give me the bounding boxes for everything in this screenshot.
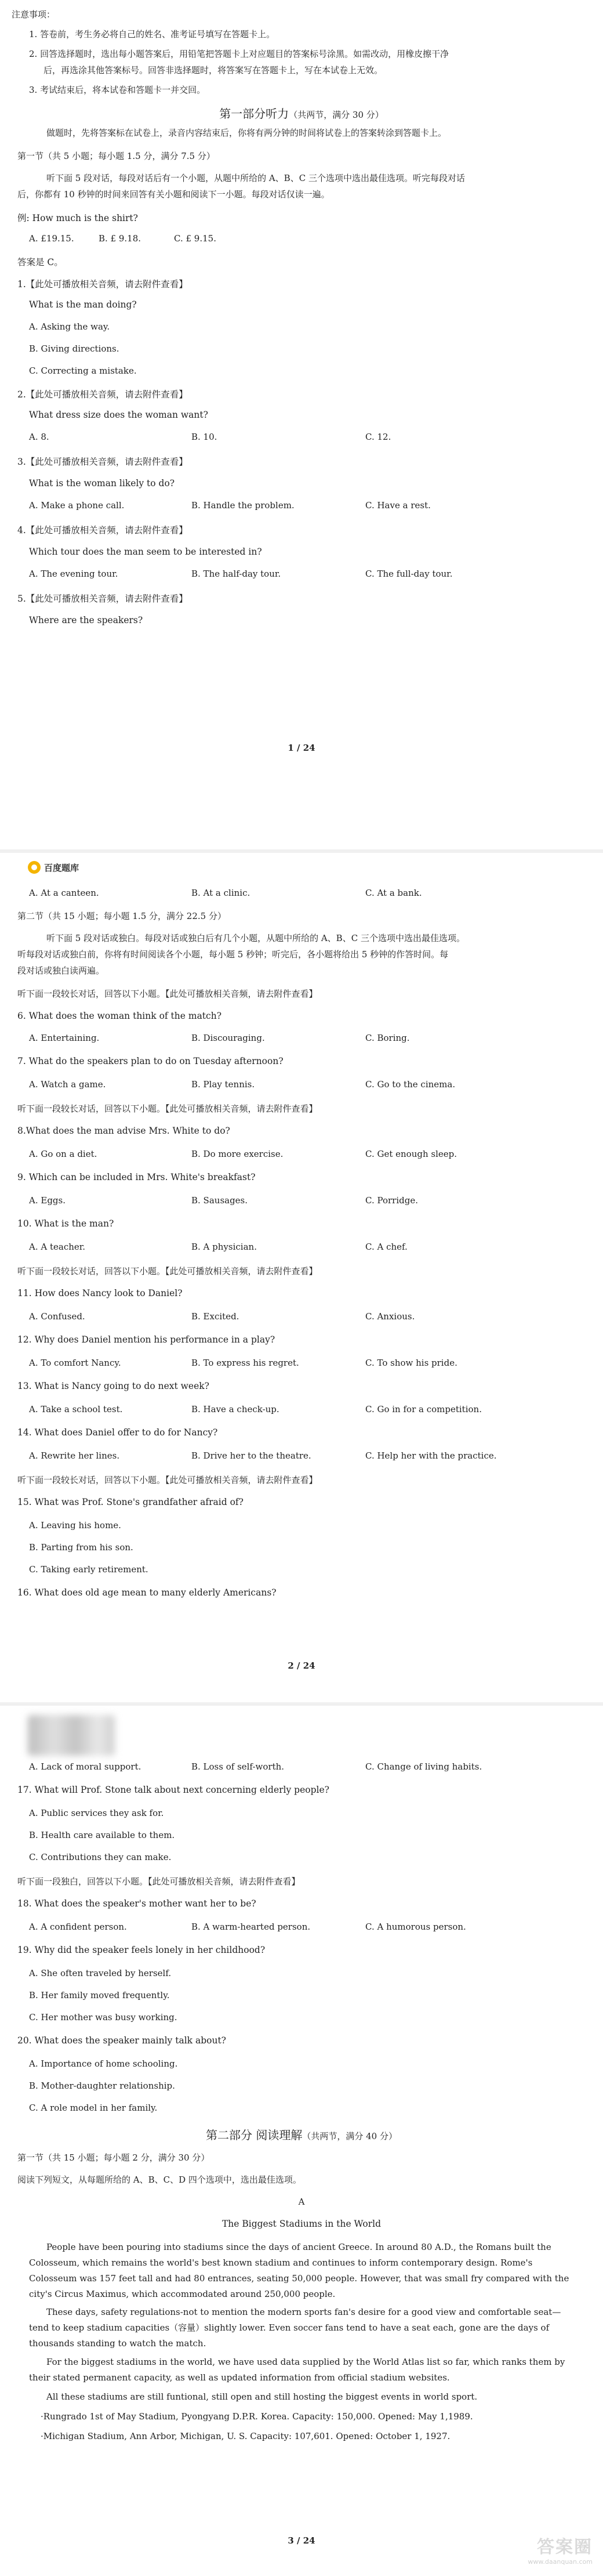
q11-option-a[interactable]: A. Confused. [29, 1311, 85, 1322]
q1-audio-label[interactable]: 1.【此处可播放相关音频，请去附件查看】 [17, 279, 188, 290]
q16-option-c[interactable]: C. Change of living habits. [365, 1761, 482, 1772]
part2-title: 第二部分 阅读理解（共两节，满分 40 分） [206, 2128, 397, 2142]
q9-option-c[interactable]: C. Porridge. [365, 1195, 418, 1206]
q18-option-b[interactable]: B. A warm-hearted person. [191, 1922, 311, 1932]
q5-option-a[interactable]: A. At a canteen. [29, 888, 99, 898]
section1-instruction-cont: 后，你都有 10 秒钟的时间来回答有关小题和阅读下一小题。每段对话仅读一遍。 [17, 189, 330, 200]
q1-text: What is the man doing? [29, 299, 137, 310]
page-number-3: 3 / 24 [288, 2535, 315, 2546]
q20-text: 20. What does the speaker mainly talk about? [17, 2035, 226, 2046]
q15-text: 15. What was Prof. Stone's grandfather afraid of? [17, 1497, 244, 1507]
page-number-2: 2 / 24 [288, 1660, 315, 1671]
q2-option-b[interactable]: B. 10. [191, 432, 217, 442]
q2-text: What dress size does the woman want? [29, 410, 208, 420]
example-option-b: B. £ 9.18. [99, 233, 141, 244]
q9-option-a[interactable]: A. Eggs. [29, 1195, 66, 1206]
q17-option-c[interactable]: C. Contributions they can make. [29, 1852, 172, 1862]
q6-option-a[interactable]: A. Entertaining. [29, 1033, 100, 1043]
note-2-cont: 后，再选涂其他答案标号。回答非选择题时，将答案写在答题卡上，写在本试卷上无效。 [43, 65, 383, 75]
q4-option-c[interactable]: C. The full-day tour. [365, 569, 453, 579]
q17-option-a[interactable]: A. Public services they ask for. [29, 1808, 164, 1818]
q13-option-b[interactable]: B. Have a check-up. [191, 1404, 279, 1414]
q13-option-a[interactable]: A. Take a school test. [29, 1404, 123, 1414]
q7-option-a[interactable]: A. Watch a game. [29, 1079, 106, 1090]
q16-option-a[interactable]: A. Lack of moral support. [29, 1761, 141, 1772]
q6-option-b[interactable]: B. Discouraging. [191, 1033, 265, 1043]
q20-option-c[interactable]: C. A role model in her family. [29, 2103, 158, 2113]
q20-option-a[interactable]: A. Importance of home schooling. [29, 2058, 178, 2069]
q14-text: 14. What does Daniel offer to do for Nancy? [17, 1427, 218, 1438]
q5-text: Where are the speakers? [29, 615, 143, 625]
q17-option-b[interactable]: B. Health care available to them. [29, 1830, 175, 1840]
example-option-a: A. £19.15. [29, 233, 74, 244]
q2-audio-label[interactable]: 2.【此处可播放相关音频，请去附件查看】 [17, 389, 188, 400]
exam-page-1 [0, 0, 603, 853]
q3-audio-label[interactable]: 3.【此处可播放相关音频，请去附件查看】 [17, 457, 188, 467]
q3-option-c[interactable]: C. Have a rest. [365, 500, 431, 511]
q5-option-b[interactable]: B. At a clinic. [191, 888, 250, 898]
section2-instruction: 听下面 5 段对话或独白。每段对话或独白后有几个小题，从题中所给的 A、B、C 三个选项中选出最佳选项。 [46, 933, 465, 943]
part1-intro: 做题时，先将答案标在试卷上，录音内容结束后，你将有两分钟的时间将试卷上的答案转涂到答题卡上。 [46, 128, 447, 138]
reading-section1-header: 第一节（共 15 小题；每小题 2 分，满分 30 分） [17, 2152, 210, 2163]
q11-option-c[interactable]: C. Anxious. [365, 1311, 415, 1322]
q17-text: 17. What will Prof. Stone talk about next concerning elderly people? [17, 1785, 329, 1795]
note-2: 2. 回答选择题时，选出每小题答案后，用铅笔把答题卡上对应题目的答案标号涂黑。如需改动，用橡皮擦干净 [29, 49, 449, 59]
q15-option-c[interactable]: C. Taking early retirement. [29, 1564, 148, 1575]
q19-option-c[interactable]: C. Her mother was busy working. [29, 2012, 177, 2023]
q7-option-b[interactable]: B. Play tennis. [191, 1079, 255, 1090]
example-option-c: C. £ 9.15. [174, 233, 216, 244]
q12-option-c[interactable]: C. To show his pride. [365, 1358, 457, 1368]
q10-option-b[interactable]: B. A physician. [191, 1242, 257, 1252]
notes-title: 注意事项： [12, 9, 56, 20]
q3-text: What is the woman likely to do? [29, 478, 175, 489]
q11-text: 11. How does Nancy look to Daniel? [17, 1288, 183, 1298]
q10-option-a[interactable]: A. A teacher. [29, 1242, 86, 1252]
watermark: 答案圈 www.daanquan.com [528, 2537, 593, 2566]
q14-option-a[interactable]: A. Rewrite her lines. [29, 1450, 120, 1461]
passage-letter: A [298, 2197, 305, 2207]
q8-option-a[interactable]: A. Go on a diet. [29, 1149, 97, 1159]
passage-paragraph-2: These days, safety regulations-not to mention the modern sports fan's desire for a good view and comfortable seat—tend to keep stadium capacities（容量）slightly lower. Even soccer fans tend to have a seat each, gone are the days of thousands standing to watch the match. [29, 2307, 561, 2349]
q5-audio-label[interactable]: 5.【此处可播放相关音频，请去附件查看】 [17, 594, 188, 604]
stadium-list-item-2: ·Michigan Stadium, Ann Arbor, Michigan, U. S. Capacity: 107,601. Opened: October 1, 1927. [41, 2431, 451, 2441]
passage-title: The Biggest Stadiums in the World [221, 2219, 382, 2229]
reading-section1-instruction: 阅读下列短文，从每题所给的 A、B、C、D 四个选项中，选出最佳选项。 [17, 2175, 302, 2185]
q7-text: 7. What do the speakers plan to do on Tuesday afternoon? [17, 1056, 284, 1066]
example-answer: 答案是 C。 [17, 257, 63, 267]
part1-title: 第一部分听力（共两节，满分 30 分） [219, 107, 384, 121]
q20-option-b[interactable]: B. Mother-daughter relationship. [29, 2081, 175, 2091]
q18-option-c[interactable]: C. A humorous person. [365, 1922, 466, 1932]
section2-instruction-end: 段对话或独白读两遍。 [17, 965, 105, 976]
q12-option-b[interactable]: B. To express his regret. [191, 1358, 299, 1368]
q3-option-b[interactable]: B. Handle the problem. [191, 500, 295, 511]
q19-text: 19. Why did the speaker feels lonely in her childhood? [17, 1945, 266, 1955]
q15-option-a[interactable]: A. Leaving his home. [29, 1520, 121, 1531]
baidu-tiku-logo: 百度题库 [28, 861, 79, 874]
logo-icon [28, 861, 41, 874]
q6-text: 6. What does the woman think of the match? [17, 1011, 222, 1021]
q19-option-a[interactable]: A. She often traveled by herself. [29, 1968, 172, 1978]
audio-q15-17[interactable]: 听下面一段较长对话，回答以下小题。【此处可播放相关音频，请去附件查看】 [17, 1475, 318, 1485]
q18-text: 18. What does the speaker's mother want her to be? [17, 1898, 256, 1909]
q16-text: 16. What does old age mean to many elderly Americans? [17, 1587, 277, 1598]
q4-option-b[interactable]: B. The half-day tour. [191, 569, 281, 579]
q1-option-c[interactable]: C. Correcting a mistake. [29, 366, 137, 376]
q13-text: 13. What is Nancy going to do next week? [17, 1381, 209, 1391]
page-number-1: 1 / 24 [288, 743, 315, 753]
q1-option-a[interactable]: A. Asking the way. [29, 321, 110, 332]
q12-option-a[interactable]: A. To comfort Nancy. [29, 1358, 121, 1368]
exam-page-2 [0, 853, 603, 1706]
audio-q18-20[interactable]: 听下面一段独白，回答以下小题。【此处可播放相关音频，请去附件查看】 [17, 1876, 300, 1887]
q13-option-c[interactable]: C. Go in for a competition. [365, 1404, 482, 1414]
q4-audio-label[interactable]: 4.【此处可播放相关音频，请去附件查看】 [17, 525, 188, 536]
q15-option-b[interactable]: B. Parting from his son. [29, 1542, 133, 1553]
example-question: 例: How much is the shirt? [17, 213, 138, 223]
audio-q6-7[interactable]: 听下面一段较长对话，回答以下小题。【此处可播放相关音频，请去附件查看】 [17, 989, 318, 999]
section1-instruction: 听下面 5 段对话，每段对话后有一个小题，从题中所给的 A、B、C 三个选项中选出最佳选项。听完每段对话 [46, 173, 465, 183]
section2-header: 第二节（共 15 小题；每小题 1.5 分，满分 22.5 分） [17, 911, 226, 921]
q2-option-c[interactable]: C. 12. [365, 432, 391, 442]
q6-option-c[interactable]: C. Boring. [365, 1033, 410, 1043]
q2-option-a[interactable]: A. 8. [29, 432, 49, 442]
stadium-list-item-1: ·Rungrado 1st of May Stadium, Pyongyang D.P.R. Korea. Capacity: 150,000. Opened: May 1,1989. [41, 2411, 473, 2422]
q16-option-b[interactable]: B. Loss of self-worth. [191, 1761, 285, 1772]
q4-text: Which tour does the man seem to be interested in? [29, 547, 262, 557]
q5-option-c[interactable]: C. At a bank. [365, 888, 422, 898]
q4-option-a[interactable]: A. The evening tour. [29, 569, 118, 579]
audio-q11-14[interactable]: 听下面一段较长对话，回答以下小题。【此处可播放相关音频，请去附件查看】 [17, 1266, 318, 1276]
q10-option-c[interactable]: C. A chef. [365, 1242, 408, 1252]
q11-option-b[interactable]: B. Excited. [191, 1311, 239, 1322]
q12-text: 12. Why does Daniel mention his performance in a play? [17, 1334, 275, 1345]
q7-option-c[interactable]: C. Go to the cinema. [365, 1079, 456, 1090]
blurred-logo [28, 1715, 115, 1756]
q10-text: 10. What is the man? [17, 1218, 114, 1229]
q1-option-b[interactable]: B. Giving directions. [29, 343, 119, 354]
q8-option-c[interactable]: C. Get enough sleep. [365, 1149, 457, 1159]
audio-q8-10[interactable]: 听下面一段较长对话，回答以下小题。【此处可播放相关音频，请去附件查看】 [17, 1104, 318, 1114]
q8-option-b[interactable]: B. Do more exercise. [191, 1149, 284, 1159]
q18-option-a[interactable]: A. A confident person. [29, 1922, 127, 1932]
q9-text: 9. Which can be included in Mrs. White's breakfast? [17, 1172, 256, 1182]
passage-paragraph-1: People have been pouring into stadiums since the days of ancient Greece. In around 80 A.D., the Romans built the Colosseum, which remains the world's best known stadium and continues to inform contemporary design. Rome's Colosseum was 157 feet tall and had 80 entrances, seating 50,000 people. However, that was small fry compared with the city's Circus Maximus, which accommodated around 250,000 people. [29, 2242, 569, 2299]
passage-paragraph-4: All these stadiums are still funtional, still open and still hosting the biggest events in world sport. [46, 2392, 478, 2402]
q19-option-b[interactable]: B. Her family moved frequently. [29, 1990, 170, 2000]
q3-option-a[interactable]: A. Make a phone call. [29, 500, 125, 511]
passage-paragraph-3: For the biggest stadiums in the world, we have used data supplied by the World Atlas list so far, which ranks them by their stated permanent capacity, as well as updated information from official stadium websites. [29, 2357, 565, 2383]
note-1: 1. 答卷前，考生务必将自己的姓名、准考证号填写在答题卡上。 [29, 29, 275, 39]
exam-page-3 [0, 1706, 603, 2576]
section1-header: 第一节（共 5 小题；每小题 1.5 分，满分 7.5 分） [17, 151, 215, 161]
note-3: 3. 考试结束后，将本试卷和答题卡一并交回。 [29, 85, 206, 95]
q9-option-b[interactable]: B. Sausages. [191, 1195, 248, 1206]
q14-option-c[interactable]: C. Help her with the practice. [365, 1450, 497, 1461]
q14-option-b[interactable]: B. Drive her to the theatre. [191, 1450, 311, 1461]
q8-text: 8.What does the man advise Mrs. White to do? [17, 1126, 230, 1136]
section2-instruction-cont: 听每段对话或独白前，你将有时间阅读各个小题，每小题 5 秒钟；听完后，各小题将给出 5 秒钟的作答时间。每 [17, 949, 449, 960]
